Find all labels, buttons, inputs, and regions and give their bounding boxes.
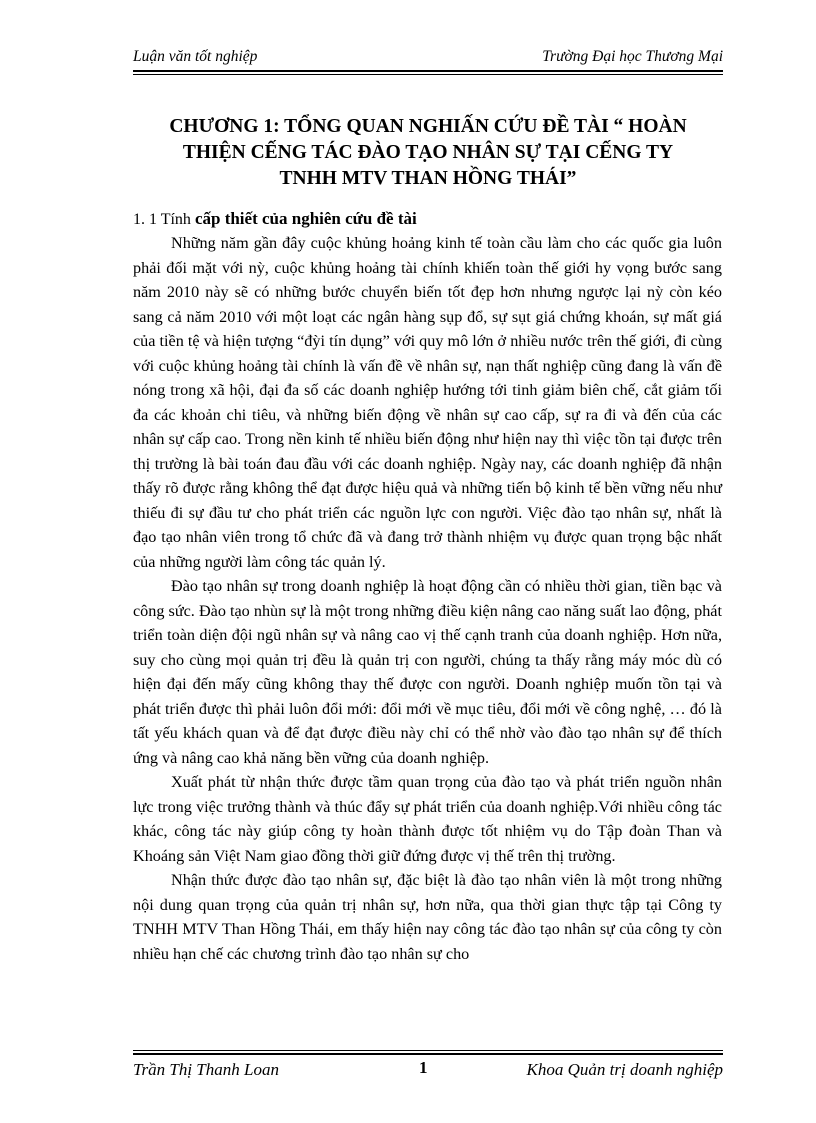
paragraph: Nhận thức được đào tạo nhân sự, đặc biệt là đào tạo nhân viên là một trong những nội dung quan trọng của quản trị nhân sự, hơn nữa, qua thời gian thực tập tại Công ty TNHH MTV Than Hồng Thái, em thấy hiện nay công tác đào tạo nhân sự của công ty còn nhiều hạn chế các chương trình đào tạo nhân sự cho — [133, 871, 722, 963]
header-left-text: Luận văn tốt nghiệp — [133, 48, 258, 65]
footer-rule-thin — [133, 1050, 723, 1051]
page-number: 1 — [419, 1058, 428, 1077]
section-title: cấp thiết của nghiên cứu đề tài — [194, 209, 417, 228]
footer-rule — [133, 1053, 723, 1055]
chapter-title-line2: THIỆN CẾNG TÁC ĐÀO TẠO NHÂN SỰ TẠI CẾNG TY — [182, 142, 674, 163]
header-right-text: Trường Đại học Thương Mại — [542, 48, 723, 65]
chapter-title — [133, 114, 723, 192]
footer-author: Trần Thị Thanh Loan — [133, 1060, 279, 1079]
page-footer — [133, 1050, 723, 1080]
chapter-title-line1: CHƯƠNG 1: TỔNG QUAN NGHIẤN CỨU ĐỀ TÀI “ HOÀN — [169, 116, 687, 137]
page-header — [133, 46, 723, 70]
section-heading — [133, 209, 417, 229]
chapter-title-line3: TNHH MTV THAN HỒNG THÁI” — [279, 168, 577, 189]
header-rule-thin — [133, 74, 723, 75]
paragraph: Những năm gần đây cuộc khủng hoảng kinh tế toàn cầu làm cho các quốc gia luôn phải đối mặt với nỳ, cuộc khủng hoảng tài chính khiến toàn thế giới hy vọng bước sang năm 2010 này sẽ có những bước chuyển biến tốt đẹp hơn nhưng ngược lại nỳ còn kéo sang cả năm 2010 với một loạt các ngân hàng sụp đổ, sự sụt giá chứng khoán, sự mất giá của tiền tệ và hiện tượng “đỳi tín dụng” với quy mô lớn ở nhiều nước trên thế giới, đi cùng với cuộc khủng hoảng tài chính là vấn đề về nhân sự, nạn thất nghiệp cũng đang là vấn đề nóng trong xã hội, đại đa số các doanh nghiệp hướng tới tinh giảm biên chế, cắt giảm tối đa các khoản chi tiêu, và những biến động về nhân sự cao cấp, sự ra đi và đến của các nhân sự cấp cao. Trong nền kinh tế nhiều biến động như hiện nay thì việc tồn tại được trên thị trường là bài toán đau đầu với các doanh nghiệp. Ngày nay, các doanh nghiệp đã nhận thấy rõ được rằng không thể đạt được hiệu quả và những tiến bộ kinh tế bền vững nếu như thiếu đi sự đầu tư cho phát triển các nguồn lực con người. Việc đào tạo nhân sự, nhất là đạo tạo nhân viên trong tổ chức đã và đang trở thành nhiệm vụ được quan trọng bậc nhất của những người làm công tác quản lý. — [133, 234, 722, 571]
header-rule — [133, 70, 723, 72]
footer-department: Khoa Quản trị doanh nghiệp — [526, 1060, 723, 1079]
paragraph: Xuất phát từ nhận thức được tầm quan trọng của đào tạo và phát triển nguồn nhân lực trong việc trưởng thành và thúc đẩy sự phát triển của doanh nghiệp.Với nhiều công tác khác, công tác này giúp công ty hoàn thành được tốt nhiệm vụ do Tập đoàn Than và Khoáng sản Việt Nam giao đồng thời giữ đứng được vị thế trên thị trường. — [133, 773, 722, 865]
section-number: 1. 1 Tính — [133, 211, 195, 228]
paragraph: Đào tạo nhân sự trong doanh nghiệp là hoạt động cần có nhiều thời gian, tiền bạc và công sức. Đào tạo nhùn sự là một trong những điều kiện nâng cao năng suất lao động, phát triển toàn diện đội ngũ nhân sự và nâng cao vị thế cạnh tranh của doanh nghiệp. Hơn nữa, suy cho cùng mọi quản trị đều là quản trị con người, chúng ta thấy rằng máy móc dù có hiện đại đến mấy cũng không thay thế được con người. Doanh nghiệp muốn tồn tại và phát triển được thì phải luôn đổi mới: đổi mới về mục tiêu, đổi mới về công nghệ, … đó là tất yếu khách quan và để đạt được điều này chỉ có thể nhờ vào đào tạo nhân sự để thích ứng và nâng cao khả năng bền vững của doanh nghiệp. — [133, 577, 722, 767]
body-text — [133, 231, 722, 966]
